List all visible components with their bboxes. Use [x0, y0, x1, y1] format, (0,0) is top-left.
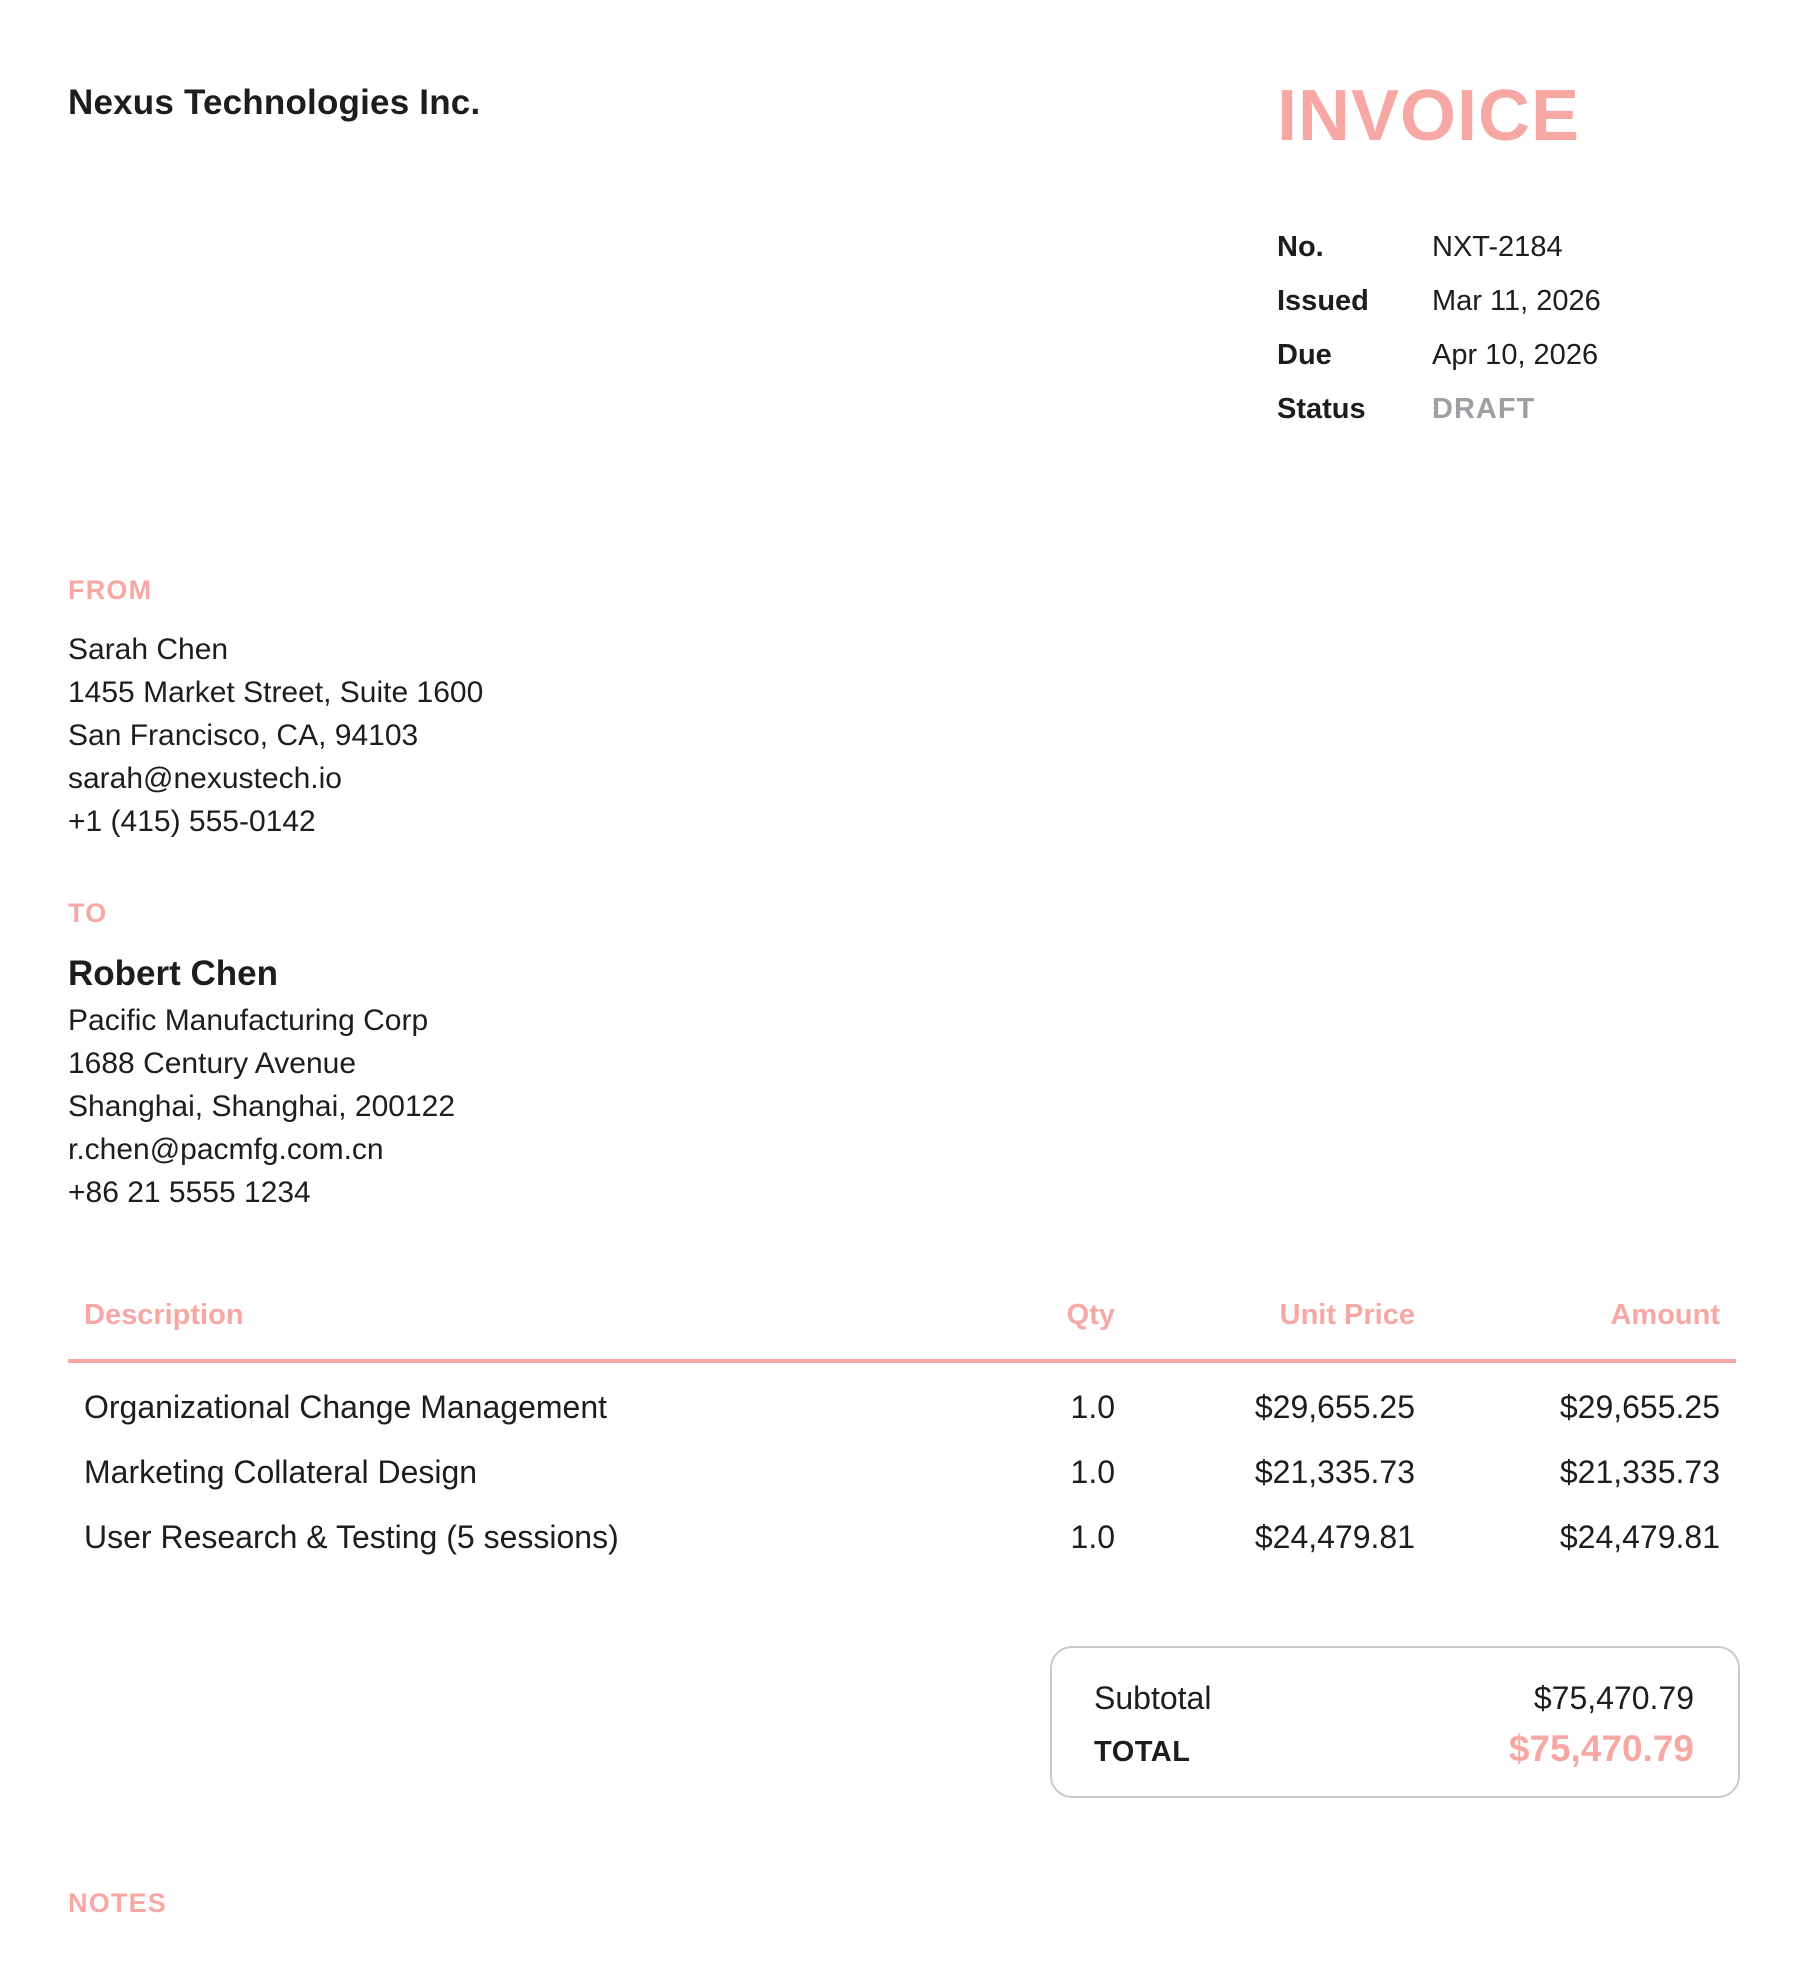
column-header-description: Description — [84, 1299, 244, 1331]
notes-heading: NOTES — [68, 1888, 168, 1918]
table-row — [68, 1516, 1736, 1558]
invoice-title: INVOICE — [1277, 76, 1581, 156]
subtotal-row — [1094, 1674, 1694, 1722]
totals-box — [1050, 1646, 1740, 1798]
item-amount: $21,335.73 — [1559, 1454, 1720, 1490]
column-header-amount: Amount — [1610, 1299, 1720, 1331]
subtotal-label: Subtotal — [1094, 1680, 1212, 1716]
item-qty: 1.0 — [1070, 1454, 1115, 1490]
invoice-number-label: No. — [1277, 231, 1324, 263]
from-heading: FROM — [68, 575, 153, 605]
sender-address-line: 1455 Market Street, Suite 1600 — [68, 676, 484, 709]
notes-section — [68, 1888, 167, 1919]
meta-row-number — [1277, 220, 1737, 274]
table-row — [68, 1451, 1736, 1493]
due-date-value: Apr 10, 2026 — [1432, 339, 1599, 371]
total-value: $75,470.79 — [1508, 1728, 1694, 1769]
item-description: User Research & Testing (5 sessions) — [84, 1519, 619, 1555]
item-amount: $24,479.81 — [1559, 1519, 1720, 1555]
to-section — [68, 898, 455, 1214]
line-items-table — [68, 1295, 1736, 1558]
recipient-company: Pacific Manufacturing Corp — [68, 1004, 429, 1037]
item-description: Organizational Change Management — [84, 1389, 607, 1425]
recipient-name: Robert Chen — [68, 954, 278, 993]
invoice-meta — [1277, 220, 1737, 436]
column-header-qty: Qty — [1066, 1299, 1115, 1331]
issued-date-value: Mar 11, 2026 — [1432, 285, 1601, 317]
meta-row-status — [1277, 382, 1737, 436]
column-header-unit-price: Unit Price — [1279, 1299, 1415, 1331]
recipient-address-line: 1688 Century Avenue — [68, 1047, 357, 1080]
item-amount: $29,655.25 — [1559, 1389, 1720, 1425]
item-qty: 1.0 — [1070, 1519, 1115, 1555]
status-badge: DRAFT — [1432, 393, 1536, 425]
total-label: TOTAL — [1094, 1736, 1191, 1768]
due-date-label: Due — [1277, 339, 1332, 371]
invoice-header-block — [1277, 72, 1737, 436]
sender-phone: +1 (415) 555-0142 — [68, 805, 316, 838]
item-unit-price: $29,655.25 — [1254, 1389, 1415, 1425]
item-qty: 1.0 — [1070, 1389, 1115, 1425]
meta-row-issued — [1277, 274, 1737, 328]
recipient-address-line: Shanghai, Shanghai, 200122 — [68, 1090, 456, 1123]
issued-date-label: Issued — [1277, 285, 1369, 317]
subtotal-value: $75,470.79 — [1533, 1680, 1694, 1716]
total-row — [1094, 1722, 1694, 1779]
table-header-row — [68, 1295, 1736, 1363]
company-name: Nexus Technologies Inc. — [68, 83, 481, 122]
item-unit-price: $24,479.81 — [1254, 1519, 1415, 1555]
item-unit-price: $21,335.73 — [1254, 1454, 1415, 1490]
table-row — [68, 1386, 1736, 1428]
sender-email: sarah@nexustech.io — [68, 762, 342, 795]
to-heading: TO — [68, 898, 108, 928]
from-section — [68, 575, 483, 843]
status-label: Status — [1277, 393, 1366, 425]
meta-row-due — [1277, 328, 1737, 382]
invoice-number-value: NXT-2184 — [1432, 231, 1563, 263]
recipient-phone: +86 21 5555 1234 — [68, 1176, 311, 1209]
recipient-email: r.chen@pacmfg.com.cn — [68, 1133, 384, 1166]
sender-name: Sarah Chen — [68, 633, 229, 666]
item-description: Marketing Collateral Design — [84, 1454, 478, 1490]
sender-address-line: San Francisco, CA, 94103 — [68, 719, 419, 752]
